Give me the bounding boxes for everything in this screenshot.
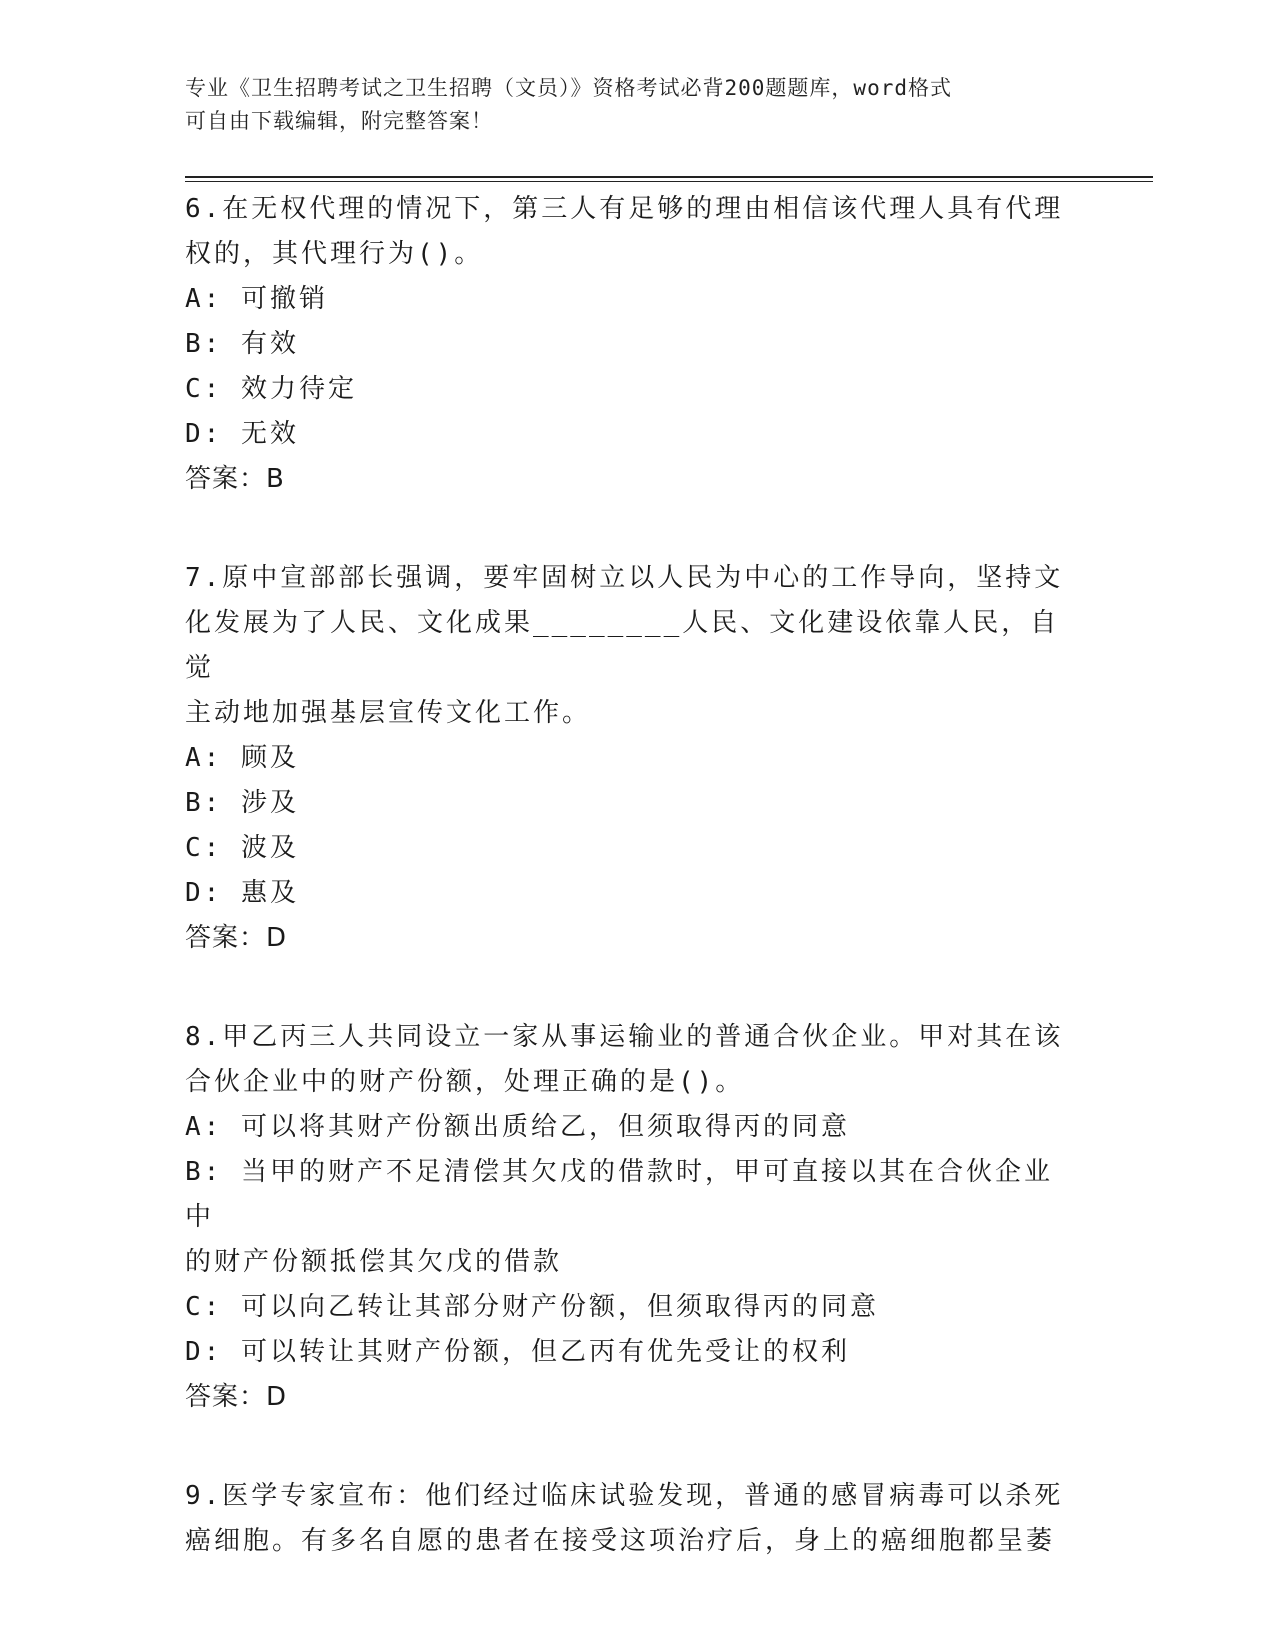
question-stem-line: 权的，其代理行为()。 [185, 239, 484, 269]
question-list [185, 187, 1065, 1564]
document-header [185, 72, 1065, 138]
question-9 [185, 1474, 1065, 1564]
header-line-1: 专业《卫生招聘考试之卫生招聘（文员）》资格考试必背200题题库，word格式 [185, 76, 952, 100]
question-stem-line: 8.甲乙丙三人共同设立一家从事运输业的普通合伙企业。甲对其在该 [185, 1022, 1064, 1052]
option-b: B: 有效 [185, 329, 299, 359]
header-divider-thick [185, 176, 1153, 178]
question-stem-line: 癌细胞。有多名自愿的患者在接受这项治疗后，身上的癌细胞都呈萎 [185, 1526, 1056, 1556]
question-stem-line: 主动地加强基层宣传文化工作。 [185, 698, 592, 728]
answer-line: 答案：D [185, 923, 288, 953]
option-a: A: 顾及 [185, 743, 299, 773]
option-b-continued: 的财产份额抵偿其欠戊的借款 [185, 1247, 563, 1277]
question-stem-line: 7.原中宣部部长强调，要牢固树立以人民为中心的工作导向，坚持文 [185, 563, 1064, 593]
header-divider-thin [185, 181, 1153, 182]
option-d: D: 无效 [185, 419, 299, 449]
answer-line: 答案：B [185, 464, 285, 494]
question-stem-line: 9.医学专家宣布：他们经过临床试验发现，普通的感冒病毒可以杀死 [185, 1481, 1064, 1511]
question-6 [185, 187, 1065, 502]
question-8 [185, 1015, 1065, 1420]
option-d: D: 可以转让其财产份额，但乙丙有优先受让的权利 [185, 1337, 850, 1367]
option-b: B: 涉及 [185, 788, 299, 818]
answer-line: 答案：D [185, 1382, 288, 1412]
option-a: A: 可撤销 [185, 284, 328, 314]
option-c: C: 可以向乙转让其部分财产份额，但须取得丙的同意 [185, 1292, 879, 1322]
question-stem-line: 化发展为了人民、文化成果________人民、文化建设依靠人民，自觉 [185, 608, 1060, 683]
option-a: A: 可以将其财产份额出质给乙，但须取得丙的同意 [185, 1112, 850, 1142]
option-d: D: 惠及 [185, 878, 299, 908]
question-7 [185, 556, 1065, 961]
header-line-2: 可自由下载编辑，附完整答案！ [185, 109, 493, 133]
option-c: C: 效力待定 [185, 374, 357, 404]
question-stem-line: 6.在无权代理的情况下，第三人有足够的理由相信该代理人具有代理 [185, 194, 1064, 224]
question-stem-line: 合伙企业中的财产份额，处理正确的是()。 [185, 1067, 745, 1097]
option-c: C: 波及 [185, 833, 299, 863]
option-b: B: 当甲的财产不足清偿其欠戊的借款时，甲可直接以其在合伙企业中 [185, 1157, 1053, 1232]
